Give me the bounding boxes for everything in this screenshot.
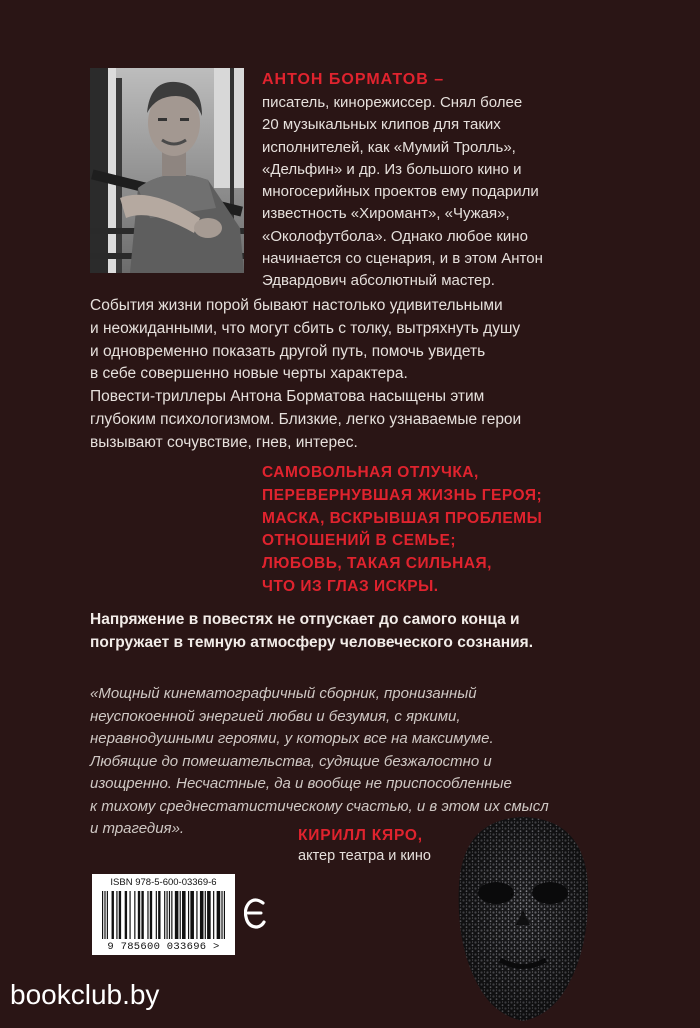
barcode-bar — [102, 891, 103, 939]
barcode-bar — [221, 891, 222, 939]
barcode-bar — [134, 891, 135, 939]
author-bio-line: «Околофутбола». Однако любое кино — [262, 227, 528, 245]
barcode-digits: 9 785600 033696 > — [107, 941, 220, 953]
barcode-bar — [129, 891, 130, 939]
author-name: АНТОН БОРМАТОВ – — [262, 71, 445, 88]
barcode-bar — [107, 891, 108, 939]
barcode-bar — [169, 891, 170, 939]
tension-line: погружает в темную атмосферу человеческого сознания. — [90, 634, 534, 651]
barcode-bar — [180, 891, 181, 939]
author-bio-line: начинается со сценария, и в этом Антон — [262, 250, 543, 268]
quote-line: «Мощный кинематографичный сборник, пронизанный — [90, 685, 477, 702]
highlight-line: САМОВОЛЬНАЯ ОТЛУЧКА, — [262, 464, 479, 481]
highlight-line: ОТНОШЕНИЙ В СЕМЬЕ; — [262, 532, 457, 550]
barcode-bar — [116, 891, 117, 939]
barcode-bar — [158, 891, 160, 939]
author-bio-line: исполнителей, как «Мумий Тролль», — [262, 138, 516, 156]
barcode-bar — [125, 891, 127, 939]
quote-author-name: КИРИЛЛ КЯРО, — [298, 827, 423, 844]
book-description — [90, 295, 660, 455]
description-line: и одновременно показать другой путь, помочь увидеть — [90, 342, 486, 360]
description-line: в себе совершенно новые черты характера. — [90, 365, 408, 383]
barcode-bar — [217, 891, 221, 939]
barcode-bar — [147, 891, 148, 939]
barcode-bar — [138, 891, 140, 939]
author-bio-line: известность «Хиромант», «Чужая», — [262, 205, 510, 223]
barcode-bar — [171, 891, 172, 939]
isbn-barcode — [92, 874, 235, 955]
highlight-line: ЛЮБОВЬ, ТАКАЯ СИЛЬНАЯ, — [262, 555, 492, 573]
barcode-bar — [175, 891, 179, 939]
highlights-list — [262, 462, 592, 599]
description-line: Повести-триллеры Антона Борматова насыщены этим — [90, 388, 485, 406]
quote-line: неравнодушными героями, у которых все на максимуме. — [90, 730, 494, 747]
barcode-bar — [164, 891, 165, 939]
quote-line: Любящие до помешательства, судящие безжалостно и — [90, 752, 492, 770]
author-bio-line: 20 музыкальных клипов для таких — [262, 116, 501, 134]
quote-line: изощренно. Несчастные, да и вообще не приспособленные — [90, 775, 512, 792]
author-bio-line: Эдвардович абсолютный мастер. — [262, 272, 495, 290]
barcode-bar — [200, 891, 204, 939]
description-line: События жизни порой бывают настолько удивительными — [90, 297, 503, 314]
barcode-bar — [141, 891, 143, 939]
barcode-bar — [207, 891, 211, 939]
barcode-bar — [150, 891, 152, 939]
barcode-bar — [188, 891, 189, 939]
barcode-bar — [213, 891, 214, 939]
tension-text — [90, 608, 660, 654]
quote-author-role: актер театра и кино — [298, 848, 431, 864]
author-bio-line: «Дельфин» и др. Из большого кино и — [262, 160, 522, 178]
barcode-bar — [166, 891, 167, 939]
author-bio — [262, 92, 592, 293]
quote-line: к тихому среднестатистическому счастью, и в этом их смысл — [90, 797, 549, 815]
barcode-bar — [112, 891, 114, 939]
author-bio-line: многосерийных проектов ему подарили — [262, 183, 539, 201]
review-quote — [90, 683, 680, 841]
tension-line: Напряжение в повестях не отпускает до самого конца и — [90, 611, 520, 628]
publisher-logo-icon — [244, 895, 266, 935]
barcode-bar — [205, 891, 206, 939]
highlight-line: ЧТО ИЗ ГЛАЗ ИСКРЫ. — [262, 577, 439, 595]
author-bio-line: писатель, кинорежиссер. Снял более — [262, 94, 523, 111]
quote-line: и трагедия». — [90, 820, 185, 837]
barcode-bar — [104, 891, 105, 939]
barcode-bar — [224, 891, 225, 939]
barcode-bar — [119, 891, 121, 939]
author-info — [262, 68, 592, 293]
highlight-line: МАСКА, ВСКРЫВШАЯ ПРОБЛЕМЫ — [262, 509, 543, 527]
barcode-bar — [156, 891, 157, 939]
description-line: и неожиданными, что могут сбить с толку, вытряхнуть душу — [90, 319, 521, 337]
author-photo — [90, 68, 244, 273]
highlight-line: ПЕРЕВЕРНУВШАЯ ЖИЗНЬ ГЕРОЯ; — [262, 486, 543, 504]
mask-image — [456, 815, 591, 1023]
quote-line: неуспокоенной энергией любви и безумия, с яркими, — [90, 707, 461, 725]
description-line: глубоким психологизмом. Близкие, легко узнаваемые герои — [90, 410, 522, 428]
barcode-bar — [182, 891, 186, 939]
barcode-bars — [102, 891, 225, 939]
barcode-bar — [190, 891, 194, 939]
description-line: вызывают сочувствие, гнев, интерес. — [90, 433, 358, 451]
site-watermark: bookclub.by — [10, 979, 160, 1010]
barcode-bar — [196, 891, 197, 939]
isbn-text: ISBN 978-5-600-03369-6 — [110, 877, 217, 888]
